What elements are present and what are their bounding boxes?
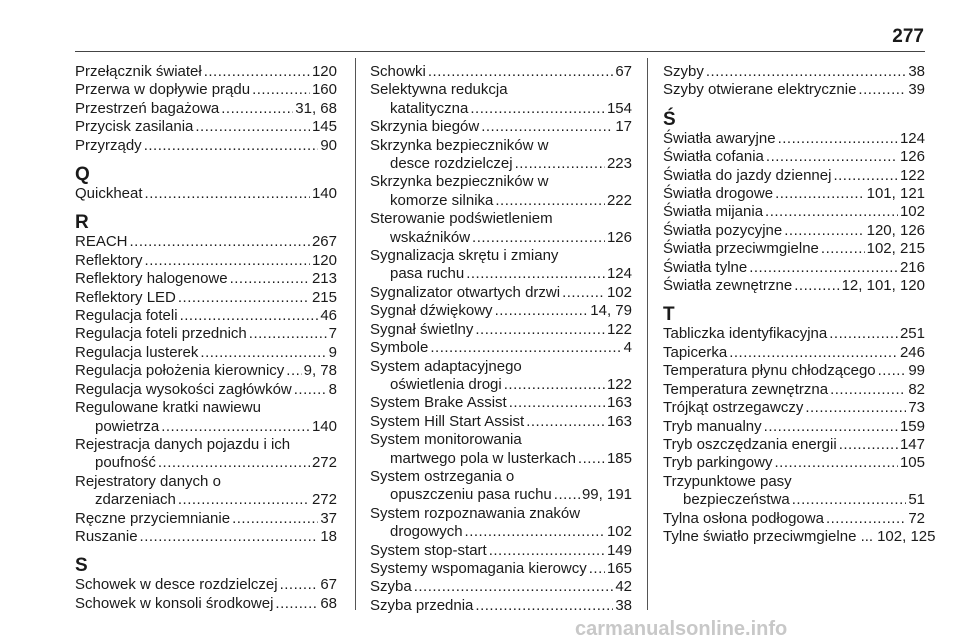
- leader-dots: [784, 222, 864, 240]
- leader-dots: [145, 185, 310, 203]
- index-entry: [75, 510, 337, 528]
- leader-dots: [130, 233, 310, 251]
- entry-pages: 8: [328, 380, 337, 398]
- leader-dots: [778, 130, 898, 148]
- index-entry: [370, 247, 632, 284]
- entry-heading: System adaptacyjnego: [370, 357, 522, 375]
- entry-pages: 120: [311, 63, 337, 80]
- entry-term: Schowek w desce rozdzielczej: [75, 576, 278, 594]
- leader-dots: [294, 381, 327, 399]
- entry-term: Tylne światło przeciwmgielne ...: [663, 527, 874, 545]
- entry-pages: 37: [320, 509, 337, 527]
- section-letter: Ś: [663, 108, 676, 130]
- leader-dots: [161, 418, 310, 436]
- leader-dots: [195, 118, 310, 136]
- entry-term: Tapicerka: [663, 343, 728, 361]
- index-entry: [75, 252, 337, 270]
- entry-heading: Rejestracja danych pojazdu i ich: [75, 435, 291, 453]
- entry-term: Systemy wspomagania kierowcy: [370, 559, 587, 577]
- entry-pages: 124: [606, 265, 632, 283]
- entry-term: Przełącznik świateł: [75, 63, 202, 80]
- index-entry: [370, 321, 632, 339]
- leader-dots: [472, 229, 605, 247]
- entry-term: katalityczna: [390, 99, 469, 117]
- entry-pages: 31, 68: [295, 99, 337, 117]
- entry-pages: 126: [899, 148, 925, 166]
- column-divider: [647, 58, 648, 610]
- index-entry: [75, 307, 337, 325]
- leader-dots: [589, 560, 605, 578]
- entry-pages: 185: [606, 449, 632, 467]
- index-entry: [663, 527, 936, 546]
- entry-pages: 39: [908, 81, 925, 99]
- leader-dots: [430, 339, 621, 357]
- header-rule: [75, 51, 925, 52]
- entry-term: Regulacja położenia kierownicy: [75, 362, 285, 380]
- leader-dots: [144, 137, 319, 155]
- index-entry: [75, 185, 337, 203]
- index-entry: [370, 542, 632, 560]
- entry-term: Tabliczka identyfikacyjna: [663, 325, 828, 343]
- index-entry: [663, 148, 925, 166]
- index-entry: [75, 528, 337, 546]
- leader-dots: [221, 100, 293, 118]
- leader-dots: [200, 344, 326, 362]
- entry-term: Światła cofania: [663, 148, 764, 166]
- section-letter: T: [663, 304, 675, 326]
- entry-pages: 9, 78: [303, 362, 337, 380]
- entry-term: desce rozdzielczej: [390, 155, 513, 173]
- entry-pages: 101, 121: [866, 185, 925, 203]
- entry-term: Szyba: [370, 578, 412, 596]
- leader-dots: [526, 413, 605, 431]
- entry-term: REACH: [75, 233, 128, 251]
- leader-dots: [794, 277, 839, 295]
- entry-pages: 124: [899, 129, 925, 147]
- index-entry: [370, 81, 632, 118]
- entry-pages: 90: [320, 136, 337, 154]
- entry-term: Reflektory LED: [75, 288, 176, 306]
- entry-pages: 126: [606, 228, 632, 246]
- index-entry: [663, 344, 925, 362]
- leader-dots: [826, 510, 906, 528]
- index-entry: [370, 578, 632, 596]
- entry-pages: 222: [606, 191, 632, 209]
- entry-pages: 272: [311, 491, 337, 509]
- leader-dots: [495, 192, 605, 210]
- leader-dots: [180, 307, 319, 325]
- entry-pages: 82: [908, 380, 925, 398]
- leader-dots: [706, 63, 906, 81]
- entry-pages: 160: [311, 81, 337, 99]
- index-entry: [75, 344, 337, 362]
- index-entry: [663, 381, 925, 399]
- entry-pages: 122: [606, 320, 632, 338]
- entry-term: Szyby otwierane elektrycznie: [663, 81, 857, 99]
- entry-heading: Regulowane kratki nawiewu: [75, 399, 261, 417]
- leader-dots: [504, 376, 605, 394]
- leader-dots: [275, 595, 318, 613]
- entry-term: Temperatura płynu chłodzącego: [663, 362, 876, 380]
- entry-term: Tryb oszczędzania energii: [663, 435, 837, 453]
- entry-pages: 216: [899, 258, 925, 276]
- entry-pages: 149: [606, 541, 632, 559]
- entry-pages: 120: [311, 251, 337, 269]
- entry-heading: System rozpoznawania znaków: [370, 504, 581, 522]
- index-entry: [663, 259, 925, 277]
- entry-term: Światła przeciwmgielne: [663, 240, 819, 258]
- entry-pages: 140: [311, 185, 337, 203]
- entry-pages: 18: [320, 527, 337, 545]
- entry-heading: Rejestratory danych o: [75, 472, 221, 490]
- section-letter: R: [75, 212, 89, 234]
- leader-dots: [414, 578, 614, 596]
- index-entry: [370, 505, 632, 542]
- entry-term: Światła pozycyjne: [663, 221, 783, 239]
- index-entry: [75, 362, 337, 380]
- leader-dots: [470, 100, 605, 118]
- entry-term: Temperatura zewnętrzna: [663, 380, 829, 398]
- index-entry: [75, 325, 337, 343]
- entry-pages: 122: [899, 166, 925, 184]
- index-column-2: [370, 63, 632, 615]
- index-entry: [370, 431, 632, 468]
- leader-dots: [428, 63, 613, 81]
- entry-term: Skrzynia biegów: [370, 118, 480, 136]
- entry-term: System Hill Start Assist: [370, 412, 525, 430]
- entry-term: Przestrzeń bagażowa: [75, 99, 220, 117]
- entry-term: Tryb manualny: [663, 417, 762, 435]
- leader-dots: [821, 240, 865, 258]
- index-entry: [370, 468, 632, 505]
- entry-term: Ręczne przyciemnianie: [75, 509, 231, 527]
- entry-pages: 246: [899, 343, 925, 361]
- entry-pages: 159: [899, 417, 925, 435]
- leader-dots: [729, 344, 898, 362]
- entry-pages: 120, 126: [866, 221, 925, 239]
- index-column-1: [75, 63, 337, 613]
- entry-pages: 154: [606, 99, 632, 117]
- entry-pages: 51: [908, 491, 925, 509]
- index-entry: [663, 399, 925, 417]
- index-entry: [370, 137, 632, 174]
- entry-pages: 67: [320, 576, 337, 594]
- entry-pages: 102: [606, 523, 632, 541]
- entry-term: powietrza: [95, 417, 160, 435]
- entry-term: Światła zewnętrzne: [663, 277, 793, 295]
- entry-pages: 38: [615, 596, 632, 614]
- leader-dots: [765, 203, 898, 221]
- leader-dots: [465, 523, 605, 541]
- leader-dots: [495, 302, 589, 320]
- index-entry: [663, 436, 925, 454]
- leader-dots: [204, 63, 310, 81]
- leader-dots: [839, 436, 898, 454]
- leader-dots: [829, 325, 898, 343]
- leader-dots: [466, 265, 605, 283]
- entry-pages: 105: [899, 454, 925, 472]
- entry-pages: 7: [328, 325, 337, 343]
- index-entry: [75, 137, 337, 155]
- leader-dots: [158, 454, 310, 472]
- index-entry: [663, 222, 925, 240]
- leader-dots: [252, 81, 310, 99]
- entry-pages: 46: [320, 307, 337, 325]
- entry-pages: 38: [908, 63, 925, 80]
- leader-dots: [145, 252, 310, 270]
- entry-pages: 73: [908, 399, 925, 417]
- index-entry: [75, 100, 337, 118]
- entry-pages: 163: [606, 412, 632, 430]
- index-entry: [75, 381, 337, 399]
- entry-term: Schowki: [370, 63, 426, 80]
- entry-pages: 215: [311, 288, 337, 306]
- entry-term: Światła drogowe: [663, 185, 774, 203]
- entry-pages: 102, 125: [877, 527, 936, 545]
- index-entry: [75, 270, 337, 288]
- entry-term: Regulacja foteli przednich: [75, 325, 247, 343]
- index-column-3: [663, 63, 936, 546]
- entry-term: Światła tylne: [663, 258, 748, 276]
- entry-term: Szyby: [663, 63, 704, 80]
- column-divider: [355, 58, 356, 610]
- index-entry: [663, 325, 925, 343]
- leader-dots: [554, 486, 580, 504]
- index-entry: [75, 233, 337, 251]
- entry-heading: System ostrzegania o: [370, 467, 515, 485]
- index-entry: [75, 473, 337, 510]
- entry-term: Regulacja lusterek: [75, 343, 199, 361]
- leader-dots: [178, 491, 310, 509]
- leader-dots: [764, 418, 898, 436]
- index-entry: [75, 399, 337, 436]
- entry-term: Tryb parkingowy: [663, 454, 773, 472]
- index-entry: [75, 289, 337, 307]
- entry-term: Reflektory halogenowe: [75, 270, 228, 288]
- entry-pages: 165: [606, 559, 632, 577]
- index-entry: [75, 118, 337, 136]
- index-entry: [663, 81, 925, 99]
- entry-pages: 42: [615, 578, 632, 596]
- index-entry: [370, 339, 632, 357]
- entry-term: bezpieczeństwa: [683, 491, 790, 509]
- entry-term: Symbole: [370, 339, 429, 357]
- leader-dots: [140, 528, 319, 546]
- page-number: 277: [892, 26, 924, 47]
- index-entry: [75, 595, 337, 613]
- section-letter: S: [75, 555, 88, 577]
- entry-pages: 67: [615, 63, 632, 80]
- index-entry: [663, 130, 925, 148]
- entry-term: Przerwa w dopływie prądu: [75, 81, 251, 99]
- entry-term: Światła do jazdy dziennej: [663, 166, 832, 184]
- index-entry: [75, 81, 337, 99]
- entry-pages: 140: [311, 417, 337, 435]
- entry-term: Światła mijania: [663, 203, 764, 221]
- leader-dots: [178, 289, 310, 307]
- leader-dots: [878, 362, 907, 380]
- entry-term: Przyrządy: [75, 136, 142, 154]
- section-letter: Q: [75, 164, 90, 186]
- entry-heading: Skrzynka bezpieczników w: [370, 136, 549, 154]
- index-entry: [663, 418, 925, 436]
- entry-pages: 145: [311, 118, 337, 136]
- entry-pages: 102: [899, 203, 925, 221]
- entry-term: opuszczeniu pasa ruchu: [390, 486, 552, 504]
- entry-term: Tylna osłona podłogowa: [663, 509, 824, 527]
- entry-pages: 99: [908, 362, 925, 380]
- index-entry: [75, 576, 337, 594]
- leader-dots: [475, 597, 613, 615]
- entry-term: komorze silnika: [390, 191, 494, 209]
- index-entry: [370, 394, 632, 412]
- entry-term: Reflektory: [75, 251, 143, 269]
- leader-dots: [230, 270, 310, 288]
- index-entry: [370, 560, 632, 578]
- entry-pages: 147: [899, 435, 925, 453]
- entry-term: Światła awaryjne: [663, 129, 776, 147]
- leader-dots: [249, 325, 327, 343]
- entry-pages: 14, 79: [590, 302, 632, 320]
- entry-pages: 68: [320, 594, 337, 612]
- entry-term: wskaźników: [390, 228, 471, 246]
- index-entry: [663, 362, 925, 380]
- index-entry: [370, 284, 632, 302]
- index-entry: [370, 413, 632, 431]
- entry-pages: 99, 191: [581, 486, 632, 504]
- entry-heading: System monitorowania: [370, 431, 522, 449]
- leader-dots: [858, 81, 906, 99]
- entry-term: martwego pola w lusterkach: [390, 449, 576, 467]
- leader-dots: [562, 284, 605, 302]
- entry-term: Regulacja foteli: [75, 307, 178, 325]
- index-entry: [663, 63, 925, 81]
- leader-dots: [475, 321, 605, 339]
- index-entry: [663, 167, 925, 185]
- entry-pages: 102: [606, 283, 632, 301]
- leader-dots: [805, 399, 906, 417]
- leader-dots: [509, 394, 605, 412]
- entry-heading: Skrzynka bezpieczników w: [370, 173, 549, 191]
- index-entry: [370, 173, 632, 210]
- index-entry: [75, 63, 337, 81]
- entry-term: Ruszanie: [75, 527, 138, 545]
- index-entry: [370, 118, 632, 136]
- index-entry: [370, 210, 632, 247]
- leader-dots: [833, 167, 898, 185]
- entry-pages: 163: [606, 394, 632, 412]
- index-entry: [370, 597, 632, 615]
- entry-term: Quickheat: [75, 185, 143, 203]
- entry-term: Sygnał dźwiękowy: [370, 302, 493, 320]
- index-entry: [663, 473, 925, 510]
- entry-term: zdarzeniach: [95, 491, 176, 509]
- entry-pages: 12, 101, 120: [841, 277, 925, 295]
- entry-pages: 223: [606, 155, 632, 173]
- entry-heading: Sterowanie podświetleniem: [370, 210, 553, 228]
- leader-dots: [489, 542, 605, 560]
- entry-heading: Trzypunktowe pasy: [663, 472, 792, 490]
- index-entry: [663, 510, 925, 528]
- leader-dots: [578, 450, 605, 468]
- entry-pages: 122: [606, 375, 632, 393]
- entry-pages: 213: [311, 270, 337, 288]
- entry-term: Regulacja wysokości zagłówków: [75, 380, 292, 398]
- entry-pages: 72: [908, 509, 925, 527]
- leader-dots: [232, 510, 318, 528]
- leader-dots: [792, 491, 907, 509]
- leader-dots: [749, 259, 898, 277]
- entry-term: Sygnalizator otwartych drzwi: [370, 283, 561, 301]
- entry-heading: Selektywna redukcja: [370, 81, 508, 99]
- entry-term: oświetlenia drogi: [390, 375, 502, 393]
- leader-dots: [830, 381, 906, 399]
- watermark: carmanualsonline.info: [575, 618, 788, 640]
- entry-pages: 9: [328, 343, 337, 361]
- entry-term: pasa ruchu: [390, 265, 465, 283]
- index-entry: [370, 302, 632, 320]
- leader-dots: [766, 148, 898, 166]
- entry-pages: 4: [623, 339, 632, 357]
- entry-term: System stop-start: [370, 541, 487, 559]
- entry-term: Przycisk zasilania: [75, 118, 194, 136]
- leader-dots: [280, 576, 319, 594]
- index-entry: [663, 277, 925, 295]
- entry-pages: 17: [615, 118, 632, 136]
- entry-term: drogowych: [390, 523, 463, 541]
- index-entry: [370, 63, 632, 81]
- entry-heading: Sygnalizacja skrętu i zmiany: [370, 247, 559, 265]
- entry-term: Sygnał świetlny: [370, 320, 474, 338]
- leader-dots: [515, 155, 605, 173]
- leader-dots: [286, 362, 301, 380]
- index-entry: [75, 436, 337, 473]
- index-entry: [370, 358, 632, 395]
- entry-pages: 251: [899, 325, 925, 343]
- leader-dots: [774, 454, 897, 472]
- entry-term: System Brake Assist: [370, 394, 507, 412]
- entry-term: Schowek w konsoli środkowej: [75, 594, 274, 612]
- leader-dots: [775, 185, 865, 203]
- index-entry: [663, 240, 925, 258]
- index-entry: [663, 454, 925, 472]
- entry-pages: 272: [311, 454, 337, 472]
- entry-pages: 102, 215: [866, 240, 925, 258]
- entry-term: Szyba przednia: [370, 596, 474, 614]
- entry-term: Trójkąt ostrzegawczy: [663, 399, 804, 417]
- leader-dots: [481, 118, 613, 136]
- entry-pages: 267: [311, 233, 337, 251]
- entry-term: poufność: [95, 454, 156, 472]
- index-entry: [663, 203, 925, 221]
- index-entry: [663, 185, 925, 203]
